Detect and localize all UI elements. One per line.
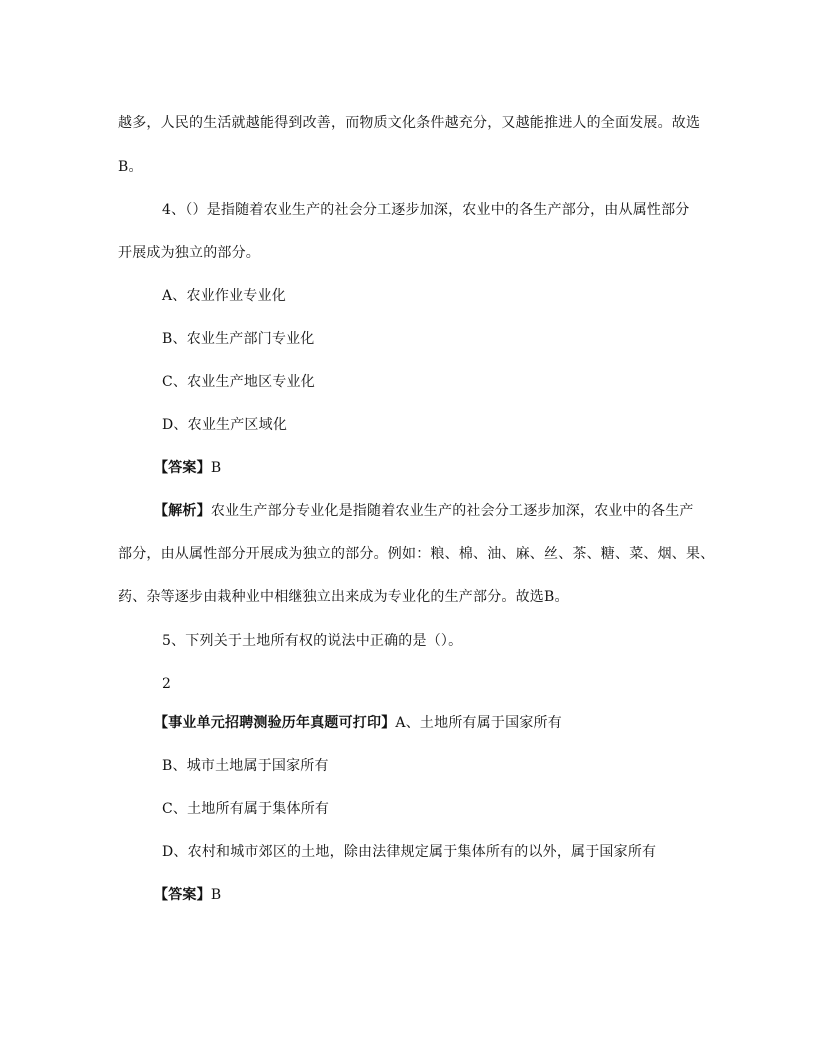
question-4-option-c: C、农业生产地区专业化 <box>162 374 315 390</box>
answer-value: B <box>210 460 222 476</box>
question-5-option-c: C、土地所有属于集体所有 <box>162 801 330 817</box>
paragraph-continuation-end: B。 <box>118 159 143 175</box>
header-label: 【事业单元招聘测验历年真题可打印】 <box>154 715 396 731</box>
question-5-option-a <box>154 714 562 732</box>
question-4-analysis-cont: 部分，由从属性部分开展成为独立的部分。例如：粮、棉、油、麻、丝、茶、糖、菜、烟、果、 <box>118 546 715 562</box>
question-4-option-d: D、农业生产区域化 <box>162 417 288 433</box>
question-5-answer <box>154 886 221 904</box>
question-4-stem: 4、（）是指随着农业生产的社会分工逐步加深，农业中的各生产部分，由从属性部分 <box>162 202 690 218</box>
question-5-stem: 5、下列关于土地所有权的说法中正确的是（）。 <box>162 633 463 649</box>
question-4-option-a: A、农业作业专业化 <box>162 288 286 304</box>
question-4-stem-cont: 开展成为独立的部分。 <box>118 245 260 261</box>
answer-label: 【答案】 <box>154 460 211 476</box>
paragraph-continuation: 越多，人民的生活就越能得到改善，而物质文化条件越充分，又越能推进人的全面发展。故选 <box>118 115 701 131</box>
question-5-option-b: B、城市土地属于国家所有 <box>162 758 329 774</box>
question-5-option-d: D、农村和城市郊区的土地，除由法律规定属于集体所有的以外，属于国家所有 <box>162 844 657 860</box>
answer-value: B <box>210 887 222 903</box>
page-number: 2 <box>162 676 172 692</box>
analysis-label: 【解析】 <box>154 503 211 519</box>
analysis-text: 农业生产部分专业化是指随着农业生产的社会分工逐步加深，农业中的各生产 <box>210 503 694 519</box>
question-4-option-b: B、农业生产部门专业化 <box>162 331 315 347</box>
question-4-analysis-cont: 药、杂等逐步由栽种业中相继独立出来成为专业化的生产部分。故选B。 <box>118 589 569 605</box>
question-4-answer <box>154 459 221 477</box>
option-a-text: A、土地所有属于国家所有 <box>395 715 562 731</box>
answer-label: 【答案】 <box>154 887 211 903</box>
question-4-analysis <box>154 502 694 520</box>
